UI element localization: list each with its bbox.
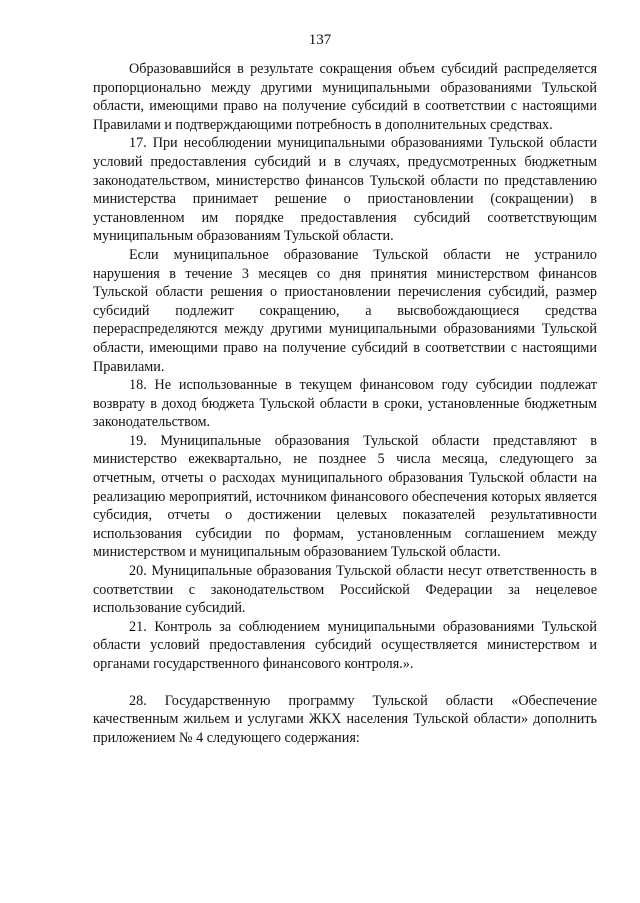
paragraph-violation-reduction: Если муниципальное образование Тульской области не устранило нарушения в течение 3 месяцев со дня принятия министерством финансов Тульской области решения о приостановлении перечисления субсидий, размер субсидий подлежит сокращению, а высвобождающиеся средства перераспределяются между другими муниципальными образованиями Тульской области, имеющими право на получение субсидий в соответствии с настоящими Правилами. (93, 246, 597, 375)
paragraph-item-20: 20. Муниципальные образования Тульской области несут ответственность в соответствии с законодательством Российской Федерации за нецелевое использование субсидий. (93, 563, 597, 617)
paragraph-redistribution: Образовавшийся в результате сокращения объем субсидий распределяется пропорционально между другими муниципальными образованиями Тульской области, имеющими право на получение субсидий в соответствии с настоящими Правилами и подтверждающими потребность в дополнительных средствах. (93, 61, 597, 133)
paragraph-item-28: 28. Государственную программу Тульской области «Обеспечение качественным жильем и услугами ЖКХ населения Тульской области» дополнить приложением № 4 следующего содержания: (93, 692, 597, 746)
paragraph-item-18: 18. Не использованные в текущем финансовом году субсидии подлежат возврату в доход бюджета Тульской области в сроки, установленные бюджетным законодательством. (93, 377, 597, 431)
page-number: 137 (308, 32, 332, 48)
paragraph-item-17: 17. При несоблюдении муниципальными образованиями Тульской области условий предоставления субсидий и в случаях, предусмотренных бюджетным законодательством, министерство финансов Тульской области по представлению министерства принимает решение о приостановлении (сокращении) в установленном им порядке предоставления субсидий соответствующим муниципальным образованиям Тульской области. (93, 135, 597, 245)
paragraph-item-19: 19. Муниципальные образования Тульской области представляют в министерство ежеквартально, не позднее 5 числа месяца, следующего за отчетным, отчеты о расходах муниципального образования Тульской области на реализацию мероприятий, источником финансового обеспечения которых является субсидия, отчеты о достижении целевых показателей результативности использования субсидии по формам, установленным соглашением между министерством и муниципальным образованием Тульской области. (93, 432, 597, 561)
document-body (93, 60, 597, 747)
paragraph-item-21: 21. Контроль за соблюдением муниципальными образованиями Тульской области условий предоставления субсидий осуществляется министерством и органами государственного финансового контроля.». (93, 618, 597, 672)
